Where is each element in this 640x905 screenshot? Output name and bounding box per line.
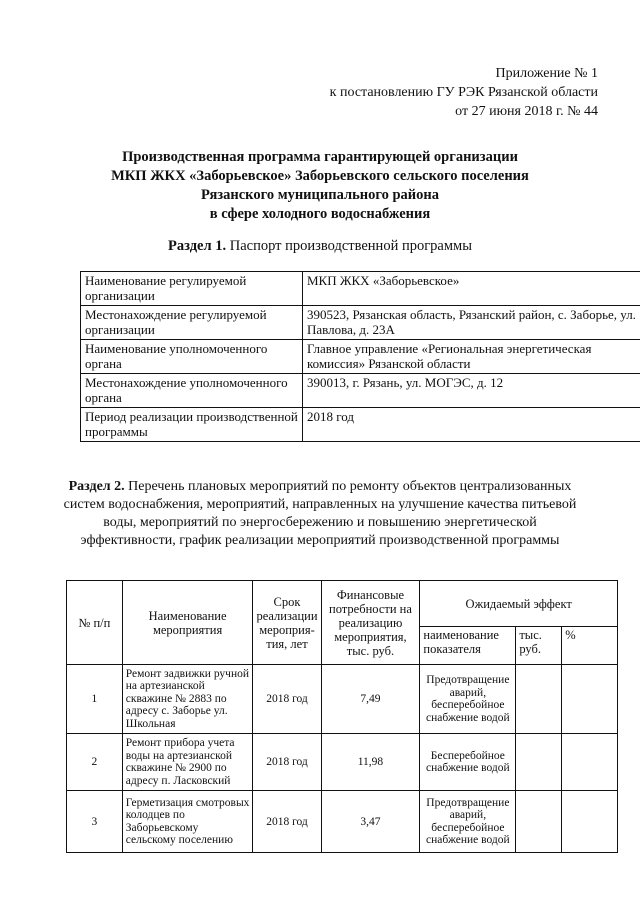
passport-key: Наименование регулируемой организации [81,272,303,306]
row-percent [562,791,618,853]
row-indicator: Предотвращение аварий, бесперебойное снабжение водой [420,665,516,734]
section-1-text: Паспорт производственной программы [226,238,472,254]
row-percent [562,665,618,734]
header-name: Наименование мероприятия [122,581,253,665]
document-title [0,148,640,224]
row-num: 1 [67,665,123,734]
section-2-heading [60,478,580,550]
row-indicator: Бесперебойное снабжение водой [420,734,516,791]
header-finance: Финансовые потребности на реализацию мероприятия, тыс. руб. [321,581,420,665]
plan-header-row [67,581,618,627]
row-finance: 7,49 [321,665,420,734]
passport-key: Местонахождение уполномоченного органа [81,374,303,408]
row-thousand [516,665,562,734]
table-row [81,408,640,442]
row-thousand [516,791,562,853]
header-num: № п/п [67,581,123,665]
passport-value: МКП ЖКХ «Заборьевское» [303,272,640,306]
appendix-line-3: от 27 июня 2018 г. № 44 [455,104,598,119]
header-indicator: наименование показателя [420,627,516,665]
row-term: 2018 год [253,734,321,791]
appendix-line-1: Приложение № 1 [495,66,598,81]
row-name: Ремонт задвижки ручной на артезианской скважине № 2883 по адресу с. Заборье ул. Школьная [122,665,253,734]
passport-value: 390523, Рязанская область, Рязанский район, с. Заборье, ул. Павлова, д. 23А [303,306,640,340]
table-row [81,374,640,408]
passport-value: 390013, г. Рязань, ул. МОГЭС, д. 12 [303,374,640,408]
section-1-label: Раздел 1. [168,238,227,254]
row-name: Ремонт прибора учета воды на артезианской скважине № 2900 по адресу п. Ласковский [122,734,253,791]
table-row [67,734,618,791]
passport-value: Главное управление «Региональная энергетическая комиссия» Рязанской области [303,340,640,374]
table-row [81,340,640,374]
row-name: Герметизация смотровых колодцев по Заборьевскому сельскому поселению [122,791,253,853]
appendix-line-2: к постановлению ГУ РЭК Рязанской области [329,85,598,100]
passport-table [80,271,640,442]
plan-table [66,580,618,853]
row-finance: 3,47 [321,791,420,853]
table-row [67,791,618,853]
title-line-1: Производственная программа гарантирующей организации [122,149,518,165]
row-percent [562,734,618,791]
row-term: 2018 год [253,665,321,734]
section-2-label: Раздел 2. [68,479,125,494]
row-thousand [516,734,562,791]
title-line-2: МКП ЖКХ «Заборьевское» Заборьевского сельского поселения [111,168,529,184]
section-1-heading [0,236,640,256]
title-line-4: в сфере холодного водоснабжения [209,206,431,222]
passport-value: 2018 год [303,408,640,442]
passport-key: Период реализации производственной программы [81,408,303,442]
appendix-reference [330,64,598,121]
table-row [81,272,640,306]
header-thousand: тыс. руб. [516,627,562,665]
section-2-text: Перечень плановых мероприятий по ремонту объектов централизованных систем водоснабжения, мероприятий, направленных на улучшение качества питьевой воды, мероприятий по энергосбережению и повышению энергетической эффективности, график реализации мероприятий производственной программы [63,479,577,548]
row-indicator: Предотвращение аварий, бесперебойное снабжение водой [420,791,516,853]
passport-key: Местонахождение регулируемой организации [81,306,303,340]
table-row [81,306,640,340]
passport-key: Наименование уполномоченного органа [81,340,303,374]
table-row [67,665,618,734]
row-num: 3 [67,791,123,853]
header-percent: % [562,627,618,665]
header-effect: Ожидаемый эффект [420,581,618,627]
row-num: 2 [67,734,123,791]
title-line-3: Рязанского муниципального района [200,187,439,203]
row-term: 2018 год [253,791,321,853]
row-finance: 11,98 [321,734,420,791]
header-term: Срок реализации мероприя-тия, лет [253,581,321,665]
